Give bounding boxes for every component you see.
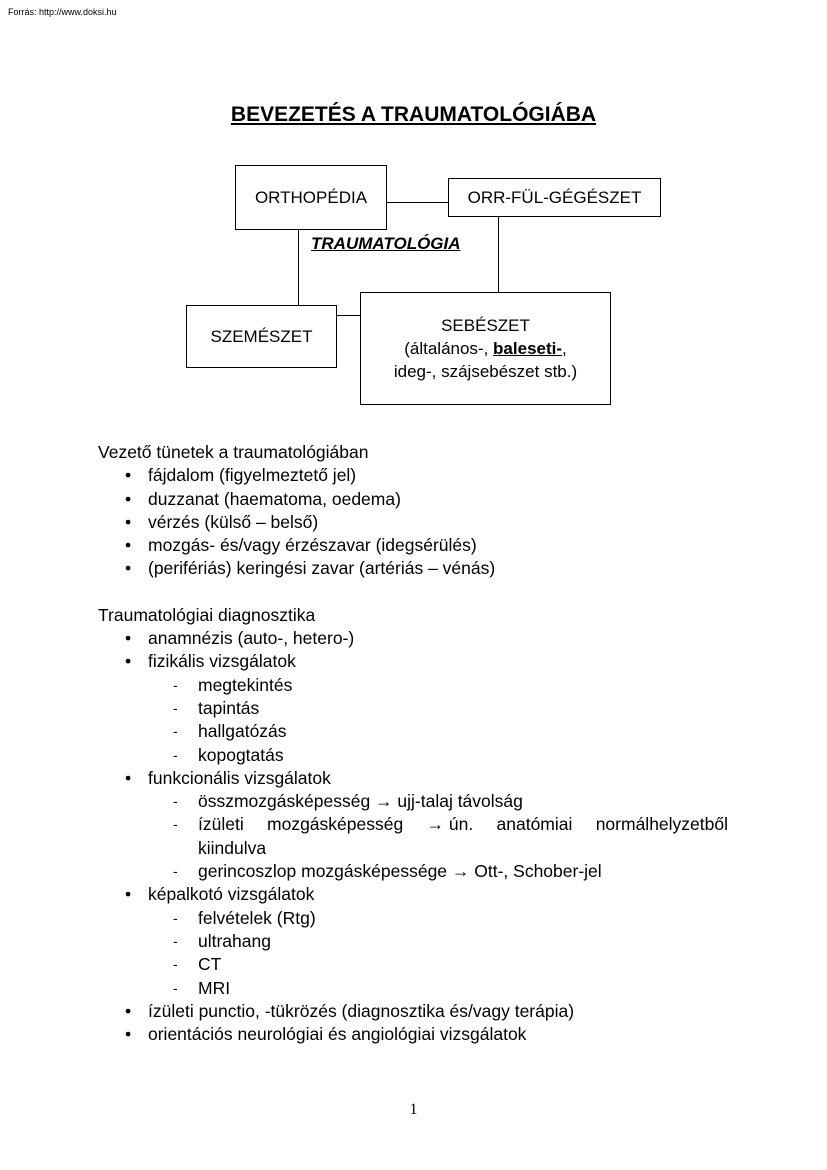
page-number: 1 bbox=[409, 1101, 418, 1118]
sub-list bbox=[148, 790, 738, 883]
list-item: • orientációs neurológiai és angiológiai vizsgálatok bbox=[98, 1023, 738, 1046]
sebeszet-line3: ideg-, szájsebészet stb.) bbox=[393, 362, 578, 381]
list-item: • ízületi punctio, -tükrözés (diagnosztika és/vagy terápia) bbox=[98, 1000, 738, 1023]
sub-list-item: - tapintás bbox=[148, 697, 738, 720]
sebeszet-line2-post: , bbox=[562, 339, 567, 358]
symptom-list bbox=[98, 464, 738, 580]
word: → ún. bbox=[426, 814, 474, 835]
sub-list-item: - felvételek (Rtg) bbox=[148, 907, 738, 930]
word: - ízületi bbox=[198, 814, 244, 835]
section-title-diagnosztika: Traumatológiai diagnosztika bbox=[98, 604, 316, 625]
box-szemeszet-label: SZEMÉSZET bbox=[210, 327, 313, 346]
diagram-center-label: TRAUMATOLÓGIA bbox=[311, 234, 461, 253]
diagnostics-list bbox=[98, 627, 738, 1046]
connector-line bbox=[336, 315, 361, 316]
sebeszet-line2 bbox=[404, 337, 567, 360]
list-item bbox=[98, 650, 738, 766]
sebeszet-line2-pre: (általános-, bbox=[404, 339, 494, 358]
connector-line bbox=[298, 229, 299, 305]
list-item-label: fizikális vizsgálatok bbox=[148, 651, 296, 672]
list-item: • mozgás- és/vagy érzészavar (idegsérülés) bbox=[98, 534, 738, 557]
box-orr-ful-gegeszet bbox=[448, 178, 661, 217]
sebeszet-title: SEBÉSZET bbox=[441, 316, 530, 335]
word: normálhelyzetből bbox=[595, 814, 728, 835]
sub-list-item: - MRI bbox=[148, 977, 738, 1000]
list-item bbox=[98, 883, 738, 999]
sub-list-item: - megtekintés bbox=[148, 674, 738, 697]
section-title-tunetek: Vezető tünetek a traumatológiában bbox=[98, 442, 369, 462]
box-sebeszet bbox=[360, 292, 611, 405]
list-item-label: anamnézis (auto-, hetero-) bbox=[148, 628, 355, 649]
box-szemeszet bbox=[186, 305, 337, 368]
word: mozgásképesség bbox=[267, 814, 404, 835]
sebeszet-baleseti: baleseti- bbox=[493, 339, 563, 358]
list-item: • duzzanat (haematoma, oedema) bbox=[98, 488, 738, 511]
sub-list-item: - összmozgásképesség → ujj-talaj távolság bbox=[148, 790, 738, 813]
sub-list-item: - kopogtatás bbox=[148, 744, 738, 767]
box-orr-label: ORR-FÜL-GÉGÉSZET bbox=[467, 188, 642, 207]
document-body bbox=[98, 441, 738, 1046]
sub-list-item: - gerincoszlop mozgásképessége → Ott-, Schober-jel bbox=[148, 860, 738, 883]
list-item bbox=[98, 627, 738, 650]
connector-line bbox=[498, 216, 499, 293]
list-item bbox=[98, 767, 738, 883]
source-line: Forrás: http://www.doksi.hu bbox=[8, 7, 117, 17]
box-orthopedia bbox=[235, 165, 387, 230]
box-orthopedia-label: ORTHOPÉDIA bbox=[254, 188, 368, 207]
list-item-label: funkcionális vizsgálatok bbox=[148, 767, 331, 788]
page-title: BEVEZETÉS A TRAUMATOLÓGIÁBA bbox=[230, 103, 597, 126]
sub-list bbox=[148, 674, 738, 767]
list-item-label: képalkotó vizsgálatok bbox=[148, 884, 315, 905]
continuation-line: kiindulva bbox=[198, 837, 267, 858]
word: anatómiai bbox=[496, 814, 573, 835]
list-item: • fájdalom (figyelmeztető jel) bbox=[98, 464, 738, 487]
justified-line bbox=[198, 813, 728, 836]
sub-list bbox=[148, 907, 738, 1000]
list-item: • vérzés (külső – belső) bbox=[98, 511, 738, 534]
list-item: • (perifériás) keringési zavar (artériás – vénás) bbox=[98, 557, 738, 580]
sub-list-item: - ultrahang bbox=[148, 930, 738, 953]
sub-list-item: - CT bbox=[148, 953, 738, 976]
connector-line bbox=[386, 202, 448, 203]
sub-list-item: - hallgatózás bbox=[148, 720, 738, 743]
sub-list-item bbox=[148, 813, 738, 860]
